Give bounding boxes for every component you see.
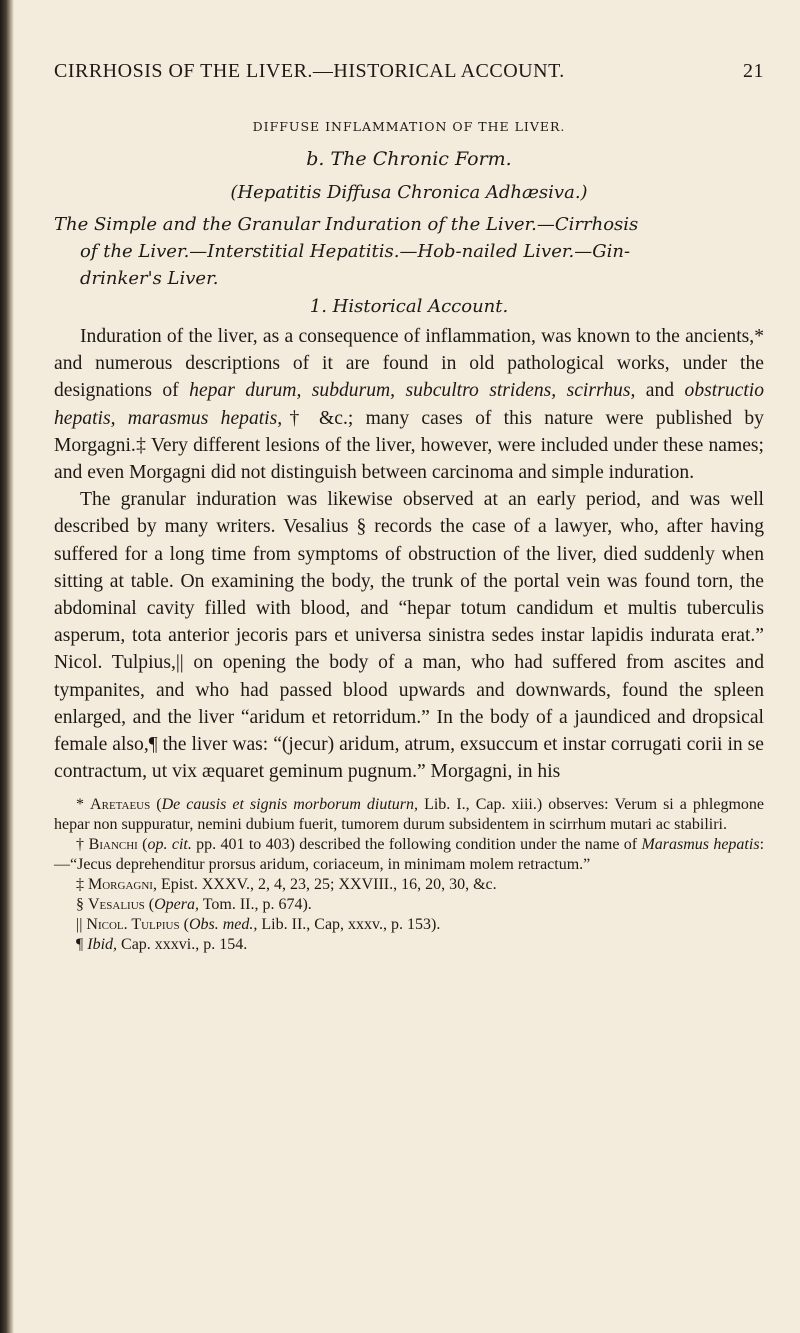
synonyms-line-1: The Simple and the Granular Induration of the Liver.—Cirrhosis: [54, 214, 639, 235]
fn3-mark: ‡: [76, 876, 88, 894]
account-heading: 1. Historical Account.: [309, 296, 509, 317]
fn5-mark: ||: [76, 916, 87, 934]
fn3-author: Morgagni: [88, 876, 153, 894]
fn4-italic-1: Opera,: [154, 896, 199, 914]
fn1-text-2: Lib. I., Cap. xiii.) observes: Verum si a phlegmone hepar non suppuratur, nemini dubium fuerit, tumorem durum subsidentem in scirrhum mutari ac stabiliri.: [54, 796, 765, 834]
fn1-author: Aretaeus: [90, 796, 151, 814]
p1-text-2: and: [635, 380, 685, 402]
fn6-text-1: Cap. xxxvi., p. 154.: [117, 936, 248, 954]
fn1-mark: *: [76, 796, 91, 814]
fn6-mark: ¶: [76, 936, 88, 954]
fn2-italic-1: op. cit.: [147, 836, 192, 854]
fn5-text-2: Lib. II., Cap, xxxv., p. 153).: [257, 916, 441, 934]
body-text: [54, 323, 764, 785]
fn2-author: Bianchi: [88, 836, 138, 854]
running-head-title: CIRRHOSIS OF THE LIVER.—HISTORICAL ACCOUNT.: [54, 60, 565, 82]
fn1-text-1: (: [150, 796, 162, 814]
footnote-2: [54, 835, 764, 875]
fn2-text-2: pp. 401 to 403) described the following condition under the name of: [191, 836, 642, 854]
footnote-4: [54, 895, 764, 915]
fn5-text-1: (: [179, 916, 189, 934]
p1-italic-2: obstructio hepatis, marasmus hepatis,: [54, 380, 764, 429]
fn2-text-1: (: [137, 836, 148, 854]
fn5-author: Nicol. Tulpius: [86, 916, 180, 934]
running-head: [54, 60, 764, 83]
p1-italic-1: hepar durum, subdurum, subcultro stridens, scirrhus,: [189, 380, 636, 402]
section-heading: DIFFUSE INFLAMMATION OF THE LIVER.: [252, 119, 566, 134]
paragraph-2: The granular induration was likewise observed at an early period, and was well described by many writers. Vesalius § records the case of a lawyer, who, after having suffered for a long time from symptoms of obstruction of the liver, died suddenly when sitting at table. On examining the body, the trunk of the portal vein was found torn, the abdominal cavity filled with blood, and “hepar totum candidum et multis tuberculis asperum, tota anterior jecoris pars et universa sinistra sedes instar lapidis indurata erat.” Nicol. Tulpius,|| on opening the body of a man, who had suffered from ascites and tympanites, and who had passed blood upwards and downwards, found the spleen enlarged, and the liver “aridum et retorridum.” In the body of a jaundiced and dropsical female also,¶ the liver was: “(jecur) aridum, atrum, exsuccum et instar corrugati corii in se contractum, ut vix æquaret geminum pugnum.” Morgagni, in his: [54, 489, 764, 783]
fn4-mark: §: [76, 896, 88, 914]
synonyms-line-2: of the Liver.—Interstitial Hepatitis.—Hob-nailed Liver.—Gin-: [80, 241, 631, 262]
paragraph-1: [54, 323, 764, 486]
fn2-text-3: :—“Jecus deprehenditur prorsus aridum, coriaceum, in minimam molem retractum.”: [54, 836, 765, 874]
fn6-italic-1: Ibid,: [87, 936, 118, 954]
page-number: 21: [743, 60, 764, 82]
book-page: [54, 60, 764, 955]
footnote-3: [54, 875, 764, 895]
book-spine-shadow: [0, 0, 14, 1333]
fn4-author: Vesalius: [88, 896, 145, 914]
latin-name: (Hepatitis Diffusa Chronica Adhæsiva.): [230, 182, 588, 203]
fn5-italic-1: Obs. med.,: [188, 916, 258, 934]
footnote-6: [54, 935, 764, 955]
synonyms-line-3: drinker's Liver.: [80, 268, 219, 289]
synonyms: [54, 211, 764, 292]
footnote-1: [54, 795, 764, 835]
fn1-italic-1: De causis et signis morborum diuturn,: [161, 796, 419, 814]
fn2-italic-2: Marasmus hepatis: [641, 836, 760, 854]
fn4-text-2: Tom. II., p. 674).: [199, 896, 312, 914]
p1-text-3: † &c.; many cases of this nature were published by Morgagni.‡ Very different lesions of the liver, however, were included under these names; and even Morgagni did not distinguish between carcinoma and simple induration.: [54, 407, 764, 484]
fn4-text-1: (: [144, 896, 155, 914]
fn2-mark: †: [76, 836, 89, 854]
footnotes: [54, 795, 764, 955]
subheading: b. The Chronic Form.: [306, 148, 512, 170]
footnote-5: [54, 915, 764, 935]
fn3-text-1: , Epist. XXXV., 2, 4, 23, 25; XXVIII., 16, 20, 30, &c.: [152, 876, 497, 894]
p1-text-1: Induration of the liver, as a consequence of inflammation, was known to the ancients,* and numerous descriptions of it are found in old pathological works, under the designations of: [54, 326, 764, 402]
